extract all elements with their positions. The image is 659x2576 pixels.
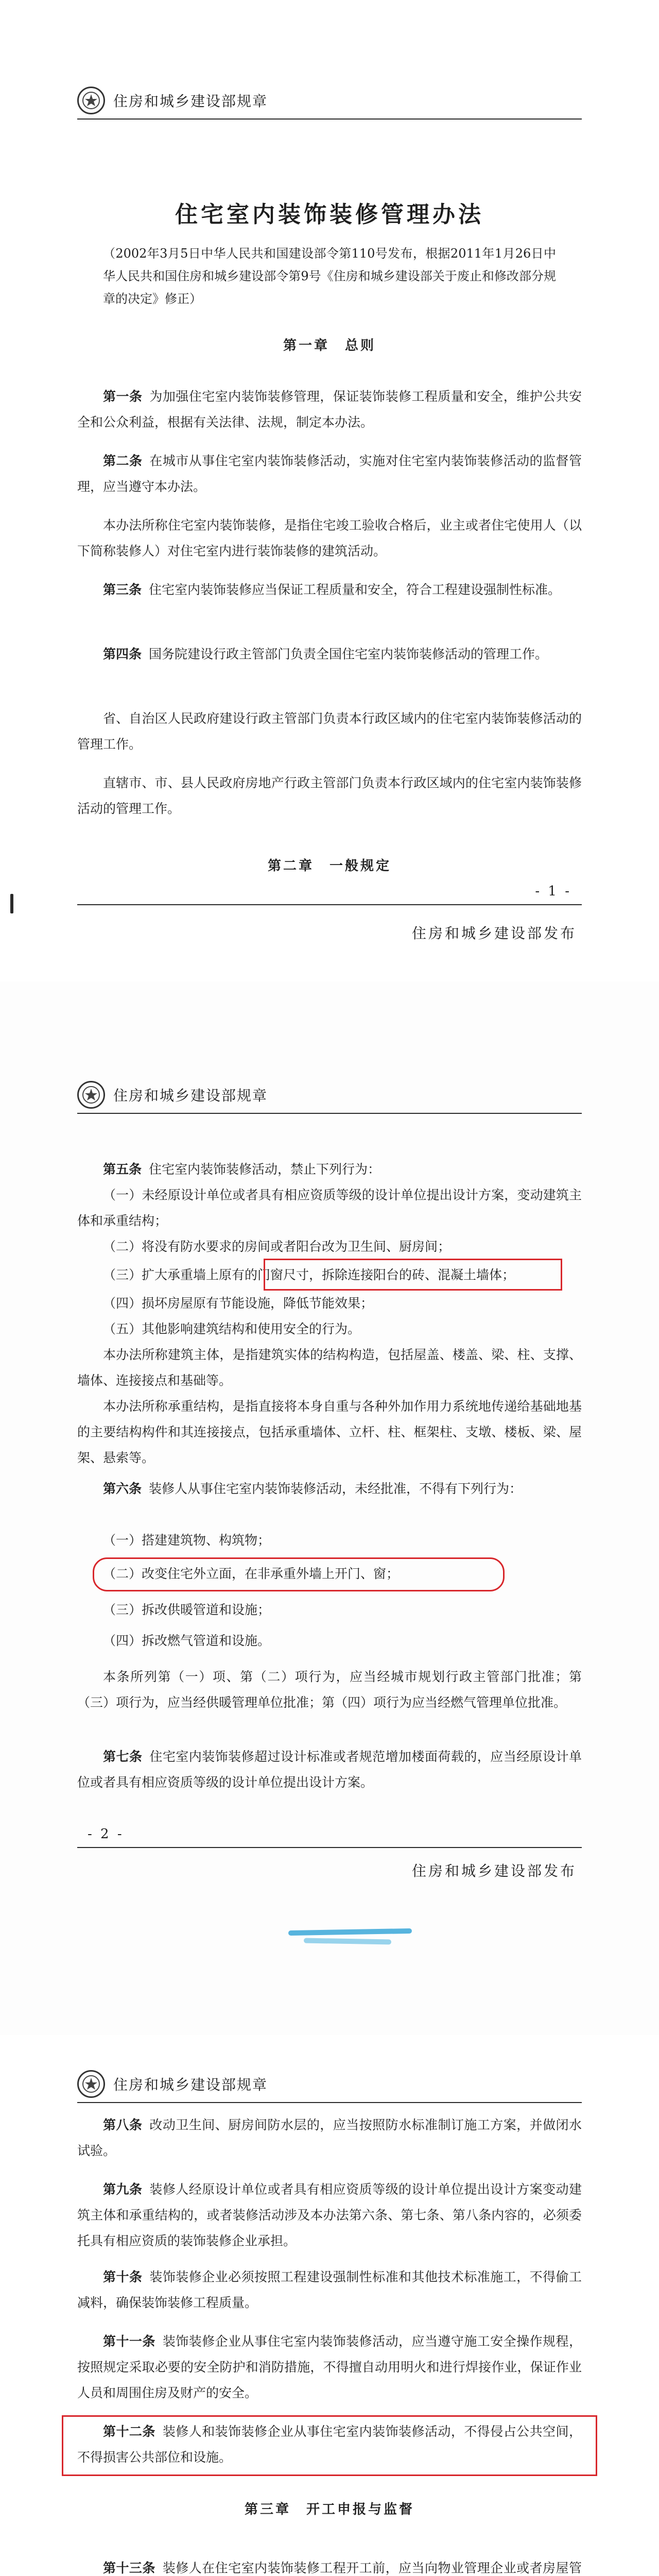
chapter-heading: 第二章 一般规定: [267, 858, 391, 874]
national-emblem-icon: [77, 2070, 105, 2098]
article-text: 本办法所称住宅室内装饰装修，是指住宅竣工验收合格后，业主或者住宅使用人（以下简称装修人）对住宅室内进行装饰装修的建筑活动。: [77, 518, 582, 558]
header-org-name: 住房和城乡建设部规章: [113, 2076, 268, 2093]
header-org-name: 住房和城乡建设部规章: [113, 93, 268, 110]
article-paragraph: [77, 1476, 582, 1502]
article-paragraph: [77, 2177, 582, 2254]
article-paragraph: [77, 384, 582, 435]
article-text: 国务院建设行政主管部门负责全国住宅室内装饰装修活动的管理工作。: [149, 647, 548, 662]
article-text: 装修人在住宅室内装饰装修工程开工前，应当向物业管理企业或者房屋管: [162, 2561, 582, 2575]
page-header: [77, 2066, 582, 2103]
article-text: 装修人经原设计单位或者具有相应资质等级的设计单位提出设计方案变动建筑主体和承重结构的，或者装修活动涉及本办法第六条、第七条、第八条内容的，必须委托具有相应资质的装饰装修企业承担。: [77, 2182, 582, 2248]
article-text: 住宅室内装饰装修应当保证工程质量和安全，符合工程建设强制性标准。: [149, 582, 561, 597]
article-text: 装修人和装饰装修企业从事住宅室内装饰装修活动，不得侵占公共空间，不得损害公共部位和设施。: [77, 2424, 582, 2465]
article-paragraph: [77, 2329, 582, 2406]
article-label: 第九条: [103, 2182, 143, 2197]
article-text: （四）拆改燃气管道和设施。: [103, 1633, 271, 1648]
article-paragraph: [77, 1394, 582, 1471]
article-text: 住宅室内装饰装修超过设计标准或者规范增加楼面荷载的，应当经原设计单位或者具有相应资质等级的设计单位提出设计方案。: [77, 1749, 582, 1790]
article-paragraph: [77, 2264, 582, 2316]
article-text: 直辖市、市、县人民政府房地产行政主管部门负责本行政区域内的住宅室内装饰装修活动的管理工作。: [77, 775, 582, 816]
national-emblem-icon: [77, 1081, 105, 1109]
footer-rule: [77, 904, 582, 905]
article-paragraph: [77, 1342, 582, 1394]
article-text: （三）扩大承重墙上原有的门窗尺寸，拆除连接阳台的砖、混凝土墙体；: [103, 1267, 515, 1282]
article-text: （三）拆改供暖管道和设施；: [103, 1602, 271, 1617]
article-paragraph-highlighted: [77, 1561, 582, 1587]
article-paragraph: [77, 1528, 582, 1553]
article-label: 第六条: [103, 1481, 142, 1496]
article-label: 第三条: [103, 582, 142, 597]
footer-publisher: 住房和城乡建设部发布: [411, 1862, 577, 1879]
document-page-2: [0, 981, 659, 2035]
article-paragraph: [77, 513, 582, 564]
article-text: 在城市从事住宅室内装饰装修活动，实施对住宅室内装饰装修活动的监督管理，应当遵守本办法。: [77, 453, 582, 494]
article-paragraph: [77, 1234, 582, 1260]
chapter-heading: 第三章 开工申报与监督: [244, 2502, 414, 2517]
article-label: 第二条: [103, 453, 143, 468]
article-text: 本办法所称承重结构，是指直接将本身自重与各种外加作用力系统地传递给基础地基的主要结构构件和其连接接点，包括承重墙体、立杆、柱、框架柱、支墩、楼板、梁、屋架、悬索等。: [77, 1399, 582, 1465]
document-revision-note: （2002年3月5日中华人民共和国建设部令第110号发布，根据2011年1月26日中华人民共和国住房和城乡建设部令第9号《住房和城乡建设部关于废止和修改部分规章的决定》修正）: [103, 246, 556, 306]
article-paragraph-highlighted: [77, 1262, 582, 1288]
article-text: （五）其他影响建筑结构和使用安全的行为。: [103, 1321, 361, 1336]
blue-stroke-mark: [288, 1928, 412, 1936]
page-header: [77, 82, 582, 120]
article-text: 为加强住宅室内装饰装修管理，保证装饰装修工程质量和安全，维护公共安全和公众利益，根据有关法律、法规，制定本办法。: [77, 389, 582, 430]
article-paragraph: [77, 2112, 582, 2164]
article-paragraph: [77, 1597, 582, 1623]
article-paragraph: [77, 1744, 582, 1795]
article-text: 改动卫生间、厨房间防水层的，应当按照防水标准制订施工方案，并做闭水试验。: [77, 2117, 582, 2158]
article-label: 第十一条: [103, 2334, 155, 2349]
chapter-heading: 第一章 总则: [283, 338, 376, 353]
document-page-1: [0, 0, 659, 981]
article-label: 第一条: [103, 389, 143, 404]
article-text: 省、自治区人民政府建设行政主管部门负责本行政区域内的住宅室内装饰装修活动的管理工作。: [77, 711, 582, 752]
article-paragraph: [77, 1664, 582, 1716]
article-paragraph: [77, 448, 582, 500]
article-text: 装饰装修企业必须按照工程建设强制性标准和其他技术标准施工，不得偷工减料，确保装饰装修工程质量。: [77, 2269, 582, 2310]
article-label: 第七条: [103, 1749, 143, 1764]
page-header: [77, 1077, 582, 1114]
article-paragraph: [77, 641, 582, 667]
blue-stroke-mark: [304, 1938, 391, 1945]
article-text: （二）改变住宅外立面，在非承重外墙上开门、窗；: [103, 1566, 400, 1581]
footer-publisher: 住房和城乡建设部发布: [411, 925, 577, 942]
article-paragraph: [77, 1182, 582, 1234]
article-text: （一）未经原设计单位或者具有相应资质等级的设计单位提出设计方案，变动建筑主体和承重结构；: [77, 1188, 582, 1228]
document-page-3: [0, 2035, 659, 2576]
scan-artifact: [10, 894, 13, 913]
header-org-name: 住房和城乡建设部规章: [113, 1087, 268, 1104]
article-text: 装饰装修企业从事住宅室内装饰装修活动，应当遵守施工安全操作规程，按照规定采取必要的安全防护和消防措施，不得擅自动用明火和进行焊接作业，保证作业人员和周围住房及财产的安全。: [77, 2334, 582, 2400]
article-paragraph: [77, 1157, 582, 1182]
footer-rule: [77, 1847, 582, 1848]
document-title: 住宅室内装饰装修管理办法: [175, 201, 484, 228]
article-label: 第四条: [103, 647, 142, 662]
article-text: 装修人从事住宅室内装饰装修活动，未经批准，不得有下列行为：: [149, 1481, 523, 1496]
article-label: 第八条: [103, 2117, 143, 2132]
article-paragraph: [77, 2555, 582, 2576]
article-text: 本条所列第（一）项、第（二）项行为，应当经城市规划行政主管部门批准；第（三）项行为，应当经供暖管理单位批准；第（四）项行为应当经燃气管理单位批准。: [77, 1669, 582, 1710]
article-label: 第五条: [103, 1162, 142, 1177]
national-emblem-icon: [77, 87, 105, 114]
article-paragraph: [77, 577, 582, 603]
page-number: - 2 -: [88, 1826, 124, 1842]
article-label: 第十二条: [103, 2424, 155, 2439]
article-paragraph-highlighted: [77, 2419, 582, 2470]
article-label: 第十条: [103, 2269, 143, 2284]
article-text: （一）搭建建筑物、构筑物；: [103, 1533, 271, 1548]
article-label: 第十三条: [103, 2561, 155, 2575]
article-paragraph: [77, 706, 582, 757]
article-text: 住宅室内装饰装修活动，禁止下列行为：: [149, 1162, 381, 1177]
article-paragraph: [77, 1316, 582, 1342]
page-number: - 1 -: [535, 884, 571, 899]
article-text: 本办法所称建筑主体，是指建筑实体的结构构造，包括屋盖、楼盖、梁、柱、支撑、墙体、连接接点和基础等。: [77, 1347, 582, 1388]
article-paragraph: [77, 770, 582, 822]
article-paragraph: [77, 1291, 582, 1316]
article-text: （二）将没有防水要求的房间或者阳台改为卫生间、厨房间；: [103, 1239, 451, 1254]
article-paragraph: [77, 1628, 582, 1654]
article-text: （四）损坏房屋原有节能设施，降低节能效果；: [103, 1296, 374, 1311]
